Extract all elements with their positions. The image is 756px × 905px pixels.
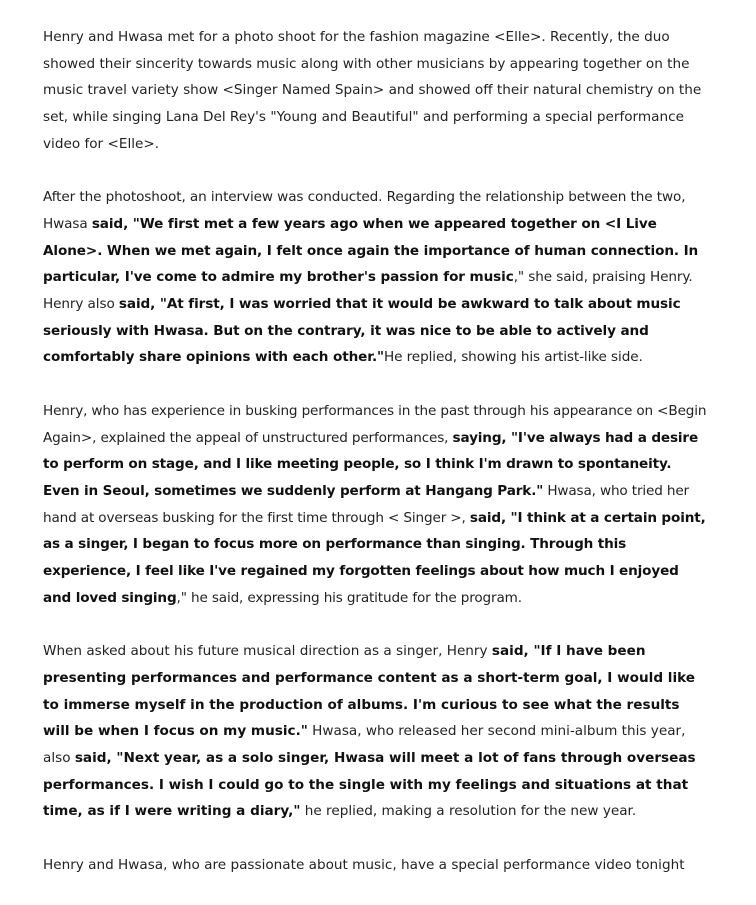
article-paragraph <box>43 852 707 879</box>
paragraph-text: Hwasa, who released her second mini-album this year, also <box>43 723 686 766</box>
paragraph-text: Henry and Hwasa met for a photo shoot for the fashion magazine <Elle>. Recently, the duo showed their sincerity towards music along with other musicians by appearing together on the music travel variety show <Singer Named Spain> and showed off their natural chemistry on the set, while singing Lana Del Rey's "Young and Beautiful" and performing a special performance video for <Elle>. <box>43 29 702 152</box>
paragraph-text: After the photoshoot, an interview was conducted. Regarding the relationship between the two, Hwasa <box>43 189 686 232</box>
bold-quote: saying, "I've always had a desire to perform on stage, and I like meeting people, so I think I'm drawn to spontaneity. Even in Seoul, sometimes we suddenly perform at Hangang Park." <box>43 429 699 499</box>
article-paragraph <box>43 638 707 825</box>
paragraph-text: ," she said, praising Henry. Henry also <box>43 269 693 313</box>
paragraph-text: When asked about his future musical direction as a singer, Henry <box>43 643 492 660</box>
article-paragraph <box>43 184 707 371</box>
paragraph-text: ," he said, expressing his gratitude for the program. <box>176 589 522 606</box>
article-body <box>43 24 707 905</box>
paragraph-text: Hwasa, who tried her hand at overseas busking for the first time through < Singer >, <box>43 482 689 526</box>
article-paragraph <box>43 24 707 158</box>
bold-quote: said, "We first met a few years ago when we appeared together on <I Live Alone>. When we met again, I felt once again the importance of human connection. In particular, I've come to admire my brother's passion for music <box>43 215 699 286</box>
bold-quote: said, "At first, I was worried that it would be awkward to talk about music seriously with Hwasa. But on the contrary, it was nice to be able to actively and comfortably share opinions with each other." <box>43 296 681 366</box>
paragraph-text: He replied, showing his artist-like side. <box>384 349 643 366</box>
paragraph-text: Henry, who has experience in busking performances in the past through his appearance on <Begin Again>, explained the appeal of unstructured performances, <box>43 402 707 446</box>
bold-quote: said, "Next year, as a solo singer, Hwasa will meet a lot of fans through overseas performances. I wish I could go to the single with my feelings and situations at that time, as if I were writing a diary," <box>43 749 696 820</box>
bold-quote: said, "I think at a certain point, as a singer, I began to focus more on performance than singing. Through this experience, I feel like I've regained my forgotten feelings about how much I enjoyed and loved singing <box>43 509 706 606</box>
paragraph-text: he replied, making a resolution for the new year. <box>300 803 637 820</box>
article-paragraph <box>43 398 707 612</box>
paragraph-text: Henry and Hwasa, who are passionate about music, have a special performance video tonight <box>43 856 685 873</box>
bold-quote: said, "If I have been presenting performances and performance content as a short-term goal, I would like to immerse myself in the production of albums. I'm curious to see what the results will be when I focus on my music." <box>43 643 695 740</box>
